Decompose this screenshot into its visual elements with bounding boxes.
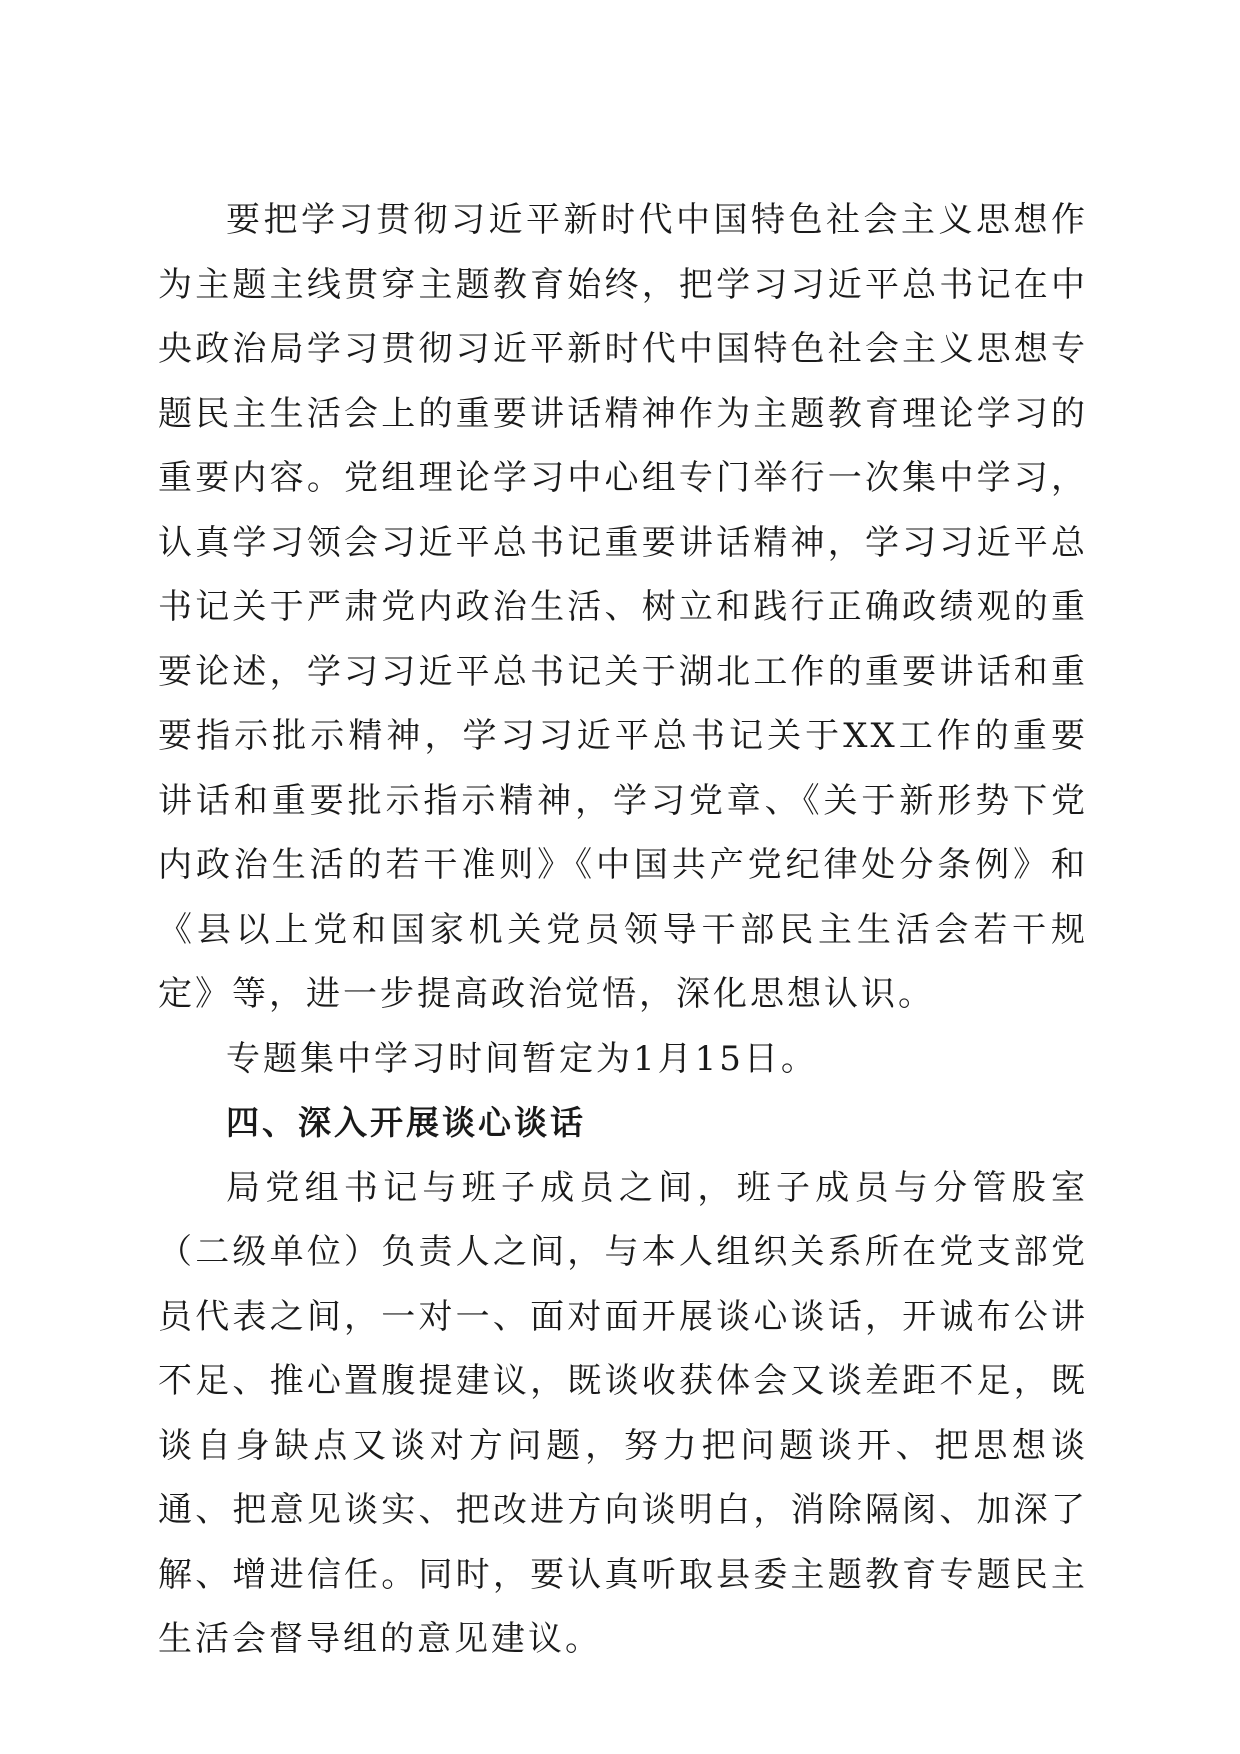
paragraph-heart-to-heart-talks: 局党组书记与班子成员之间，班子成员与分管股室（二级单位）负责人之间，与本人组织关系所在党支部党员代表之间，一对一、面对面开展谈心谈话，开诚布公讲不足、推心置腹提建议，既谈收获体会又谈差距不足，既谈自身缺点又谈对方问题，努力把问题谈开、把思想谈通、把意见谈实、把改进方向谈明白，消除隔阂、加深了解、增进信任。同时，要认真听取县委主题教育专题民主生活会督导组的意见建议。 — [158, 1167, 1088, 1659]
paragraph-study-date: 专题集中学习时间暂定为1月15日。 — [226, 1038, 818, 1079]
document-body — [158, 188, 1088, 1672]
paragraph-study-requirements: 要把学习贯彻习近平新时代中国特色社会主义思想作为主题主线贯穿主题教育始终，把学习习近平总书记在中央政治局学习贯彻习近平新时代中国特色社会主义思想专题民主生活会上的重要讲话精神作为主题教育理论学习的重要内容。党组理论学习中心组专门举行一次集中学习，认真学习领会习近平总书记重要讲话精神，学习习近平总书记关于严肃党内政治生活、树立和践行正确政绩观的重要论述，学习习近平总书记关于湖北工作的重要讲话和重要指示批示精神，学习习近平总书记关于XX工作的重要讲话和重要批示指示精神，学习党章、《关于新形势下党内政治生活的若干准则》《中国共产党纪律处分条例》和《县以上党和国家机关党员领导干部民主生活会若干规定》等，进一步提高政治觉悟，深化思想认识。 — [158, 200, 1088, 1014]
section-heading: 四、深入开展谈心谈话 — [226, 1103, 586, 1142]
